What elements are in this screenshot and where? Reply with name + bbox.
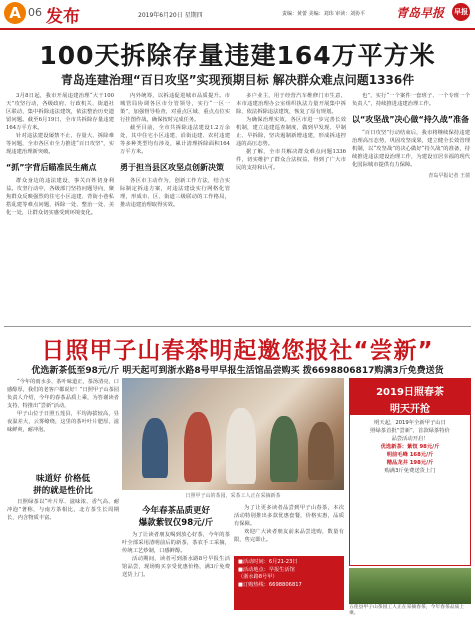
paragraph: “今年的雨水多，茶叶味道正，茶汤清亮，口感醇厚，我们的老客户都说好！”日照甲子山茶园负责人介绍，今年的春茶品质上乘，为答谢读者支持，特推出“尝新”活动。 (7, 379, 119, 409)
section-divider (4, 326, 471, 327)
promo-box (349, 378, 471, 566)
promo-title-line: 明天开抢 (390, 404, 430, 415)
editor-credits: 责编：黄蕾 美编：刘玮 审读：刘协平 (282, 11, 366, 17)
photo-figure (270, 416, 298, 482)
story2-column-2 (122, 504, 230, 612)
newspaper-brand: 青岛早报 (396, 6, 445, 20)
promo-box-title (350, 379, 470, 415)
story2-subhead: 优选新茶低至98元/斤 明天起可到浙水路8号甲早报生活馆品尝购买 拨6698806817购满3斤免费送货 (31, 366, 444, 376)
story1-crosshead-1: “抓”字背后瞄准民生痛点 (6, 163, 97, 172)
promo-price-line: 优选新茶：紫钗 98元/斤 (380, 444, 440, 450)
crosshead-line: 味道好 价格低 (36, 474, 90, 484)
story1-crosshead-3: 以“攻坚战”决心做“持久战”准备 (352, 115, 470, 124)
tea-picking-photo (122, 378, 344, 490)
photo-figure (308, 422, 334, 480)
paragraph: 据了解，全市共解决群众难点问题1336件，切实维护了群众合法权益，得到了广大市民的支持和认可。 (236, 149, 346, 171)
promo-line: 品尝活动开启！ (391, 436, 429, 442)
paragraph: 针对违法建设屡禁不止、存量大、拆除难等问题，全市各区市全力推进“百日攻坚”，实现违建治理新突破。 (6, 133, 114, 155)
promo-box-body (354, 419, 466, 475)
photo-figure (184, 412, 212, 482)
paragraph: 为了让更多读者品尝到甲子山春茶，本次活动特别推出多款优惠套餐，价格实惠，品质有保障。 (234, 505, 344, 527)
story1-column-2 (120, 92, 230, 322)
promo-price-line: 精品龙井 198元/斤 (386, 460, 434, 466)
photo-figure (142, 418, 168, 478)
story2-column-3 (234, 504, 344, 554)
info-line: ■订购热线：6698806817 (238, 581, 302, 588)
info-line: ■活动地点：早报生活馆 (238, 566, 295, 573)
tea-garden-photo (349, 568, 471, 604)
paragraph: 也”，实行“一个案件一套班子、一个专班一个负责人”，持续推进违建治理工作。 (352, 93, 470, 107)
paragraph: 群众身边的违法建设，事关百姓切身利益。攻坚行动中，各级部门坚持问题导向，聚焦群众反映强烈的住宅小区违建、背街小巷私搭乱建等难点问题，拆除一处、整治一处、美化一处，让群众切实感受到环境变化。 (6, 178, 114, 216)
story1-byline: 青岛早报记者 王倩 (428, 173, 470, 179)
story2-column-1b (7, 498, 119, 612)
promo-title-line: 2019日照春茶 (376, 387, 444, 398)
tea-photo-caption: 五莲县甲子山茶园工人正在采摘春茶，今年春茶品质上乘。 (349, 605, 465, 616)
crosshead-line: 爆款紫钗仅98元/斤 (138, 518, 214, 528)
crosshead-line: 拼的就是性价比 (33, 486, 93, 496)
section-title: 发布 (46, 7, 80, 27)
paragraph: 3月8日起，我市开展违建治理“大干100天”攻坚行动，各级政府、行政机关、街道社区联动，集中拆除违法建筑，依法整治历史遗留问题。截至6月19日，全市共拆除存量违建164万平方米。 (6, 93, 114, 131)
story1-column-3 (236, 92, 346, 322)
paragraph: 为了让读者朋友喝到放心好茶，今年的茶叶全部采用清明前后的新茶，茶农手工采摘，传统工艺炒制，口感鲜醇。 (122, 532, 230, 554)
brand-logo-icon: 早报 (452, 3, 470, 21)
story2-crosshead-1 (7, 472, 119, 496)
promo-line: 明天起，2019年全新甲子山日 (374, 420, 446, 426)
photo-caption: 日照甲子山的茶园，采茶工人正在采摘新茶 (185, 493, 281, 499)
paragraph: 为确保治理实效，各区市进一步完善长效机制，建立违建巡查制度，做到早发现、早制止、早拆除，坚决遏制新增违建，形成拆违控违的高压态势。 (236, 117, 346, 147)
info-line: （浙水路8号甲） (238, 574, 278, 581)
paragraph: 甲子山位于日照五莲县，平均海拔较高，昼夜温差大，云雾缭绕，这里的茶叶叶片肥厚，滋味鲜爽，耐冲泡。 (7, 411, 119, 433)
masthead-rule (0, 28, 475, 30)
paragraph: “百日攻坚”行动结束后，我市将继续保持违建治理高压态势，巩固攻坚成果，建立健全长效管理机制，以“攻坚战”的决心做好“持久战”的准备，持续推进违法建设治理工作，为建设宜居幸福的现代化国际城市提供有力保障。 (352, 130, 470, 168)
promo-price-line: 明前毛峰 168元/斤 (386, 452, 434, 458)
story1-headline: 100天拆除存量违建164万平方米 (39, 41, 436, 70)
crosshead-line: 今年春茶品质更好 (141, 506, 210, 516)
story1-column-4 (352, 92, 470, 322)
page-number: 06 (28, 6, 42, 19)
story2-headline: 日照甲子山春茶明起邀您报社“尝新” (41, 338, 434, 364)
info-line: ■活动时间：6月21-23日 (238, 559, 298, 565)
story1-column-1 (6, 92, 114, 322)
story2-crosshead-2 (122, 504, 230, 528)
paragraph: 多户业主，用于经营汽车维修门市生意，本市违建治理办公室组织执法力量开展集中拆除，依法拆除违法建筑，恢复了原有规划。 (236, 93, 346, 115)
page-letter-badge: A (4, 2, 26, 24)
issue-date: 2019年6月20日 星期四 (138, 12, 203, 19)
paragraph: 活动期间，读者可到浙水路8号早报生活馆品尝，现场购买享受优惠价格，满3斤免费送货上门。 (122, 556, 230, 578)
paragraph: 截至目前，全市共拆除违法建设1.2万余处，其中住宅小区违建、沿街违建、农村违建等多种类型均有涉及，累计清理拆除面积164万平方米。 (120, 125, 230, 155)
promo-line: 照绿茶首批“尝新”，首款绿茶特价 (370, 428, 450, 434)
masthead (0, 0, 475, 30)
photo-figure (226, 408, 256, 484)
paragraph: 欢迎广大读者朋友前来品尝选购，数量有限，售完即止。 (234, 529, 344, 543)
story1-subhead: 青岛连建治理“百日攻坚”实现预期目标 解决群众难点问题1336件 (60, 73, 415, 87)
paragraph: 各区市主动作为，创新工作方法，结合实际制定拆违方案，对违法建设实行网格化管理，形成市、区、街道三级联动的工作格局，推动违建治理取得实效。 (120, 178, 230, 208)
promo-line: 购满3斤免费送货上门 (384, 468, 436, 474)
event-info-box (234, 556, 344, 610)
paragraph: 内外统筹，以拆违促进城市品质提升。市城管局协调各区市分管领导，实行“一区一策”，加强督导检查，对重点区域、重点点位实行挂图作战，确保按时完成任务。 (120, 93, 230, 123)
paragraph: 日照绿茶以“叶片厚、滋味浓、香气高、耐冲泡”著称，与南方茶相比，北方茶生长周期长，内含物质丰富。 (7, 499, 119, 521)
story2-column-1 (7, 378, 119, 434)
story1-crosshead-2: 勇于担当县区攻坚点创新决策 (120, 163, 224, 172)
